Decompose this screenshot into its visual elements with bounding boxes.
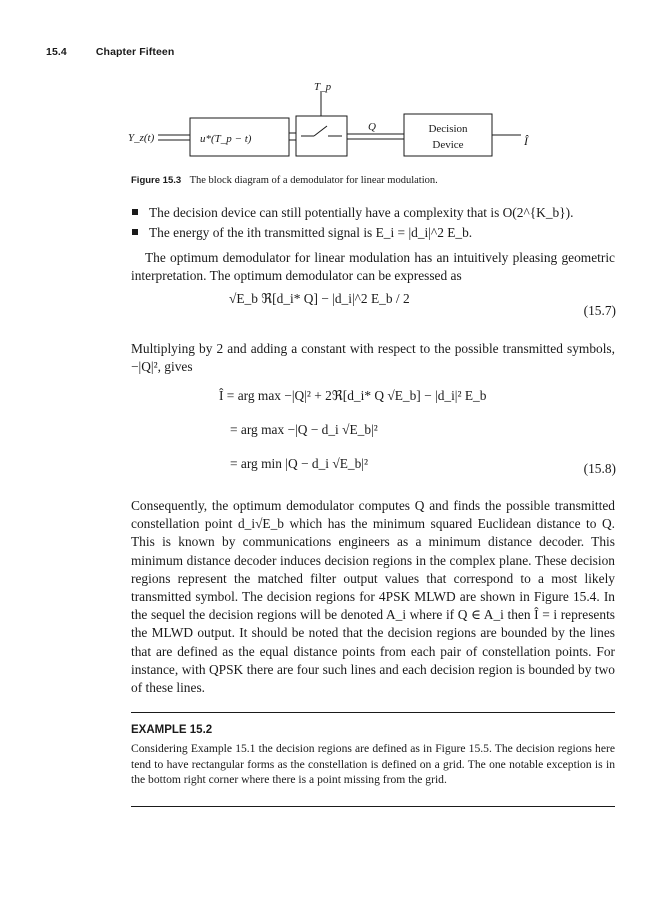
bullet-list [131,203,616,243]
equation-15-8-line-3: = arg min |Q − d_i √E_b|² [230,456,368,471]
bullet-text: The decision device can still potentially have a complexity that is O(2^{K_b}). [149,205,574,220]
filter-label: u*(T_p − t) [200,133,252,145]
bullet-item [131,223,616,243]
switch-arm [314,126,327,136]
section-number: 15.4 [46,46,67,58]
figure-label: Figure 15.3 [131,175,182,186]
equation-15-8-line-2: = arg max −|Q − d_i √E_b|² [230,422,378,437]
bullet-item [131,203,616,223]
example-bottom-rule [131,806,615,807]
decision-label-1: Decision [428,123,468,135]
q-label: Q [368,121,376,133]
figure-caption-text: The block diagram of a demodulator for linear modulation. [189,175,438,186]
figure-caption [131,175,438,186]
equation-number-15-8: (15.8) [583,461,616,476]
bullet-square-icon [132,209,138,215]
equation-15-7: √E_b ℜ[d_i* Q] − |d_i|^2 E_b / 2 [229,291,410,306]
example-body: Considering Example 15.1 the decision regions are defined as in Figure 15.5. The decision regions here tend to have rectangular forms as the constellation is defined on a grid. The one notable exception is in the bottom right corner where there is a point missing from the grid. [131,742,615,786]
paragraph-2: Multiplying by 2 and adding a constant with respect to the possible transmitted symbols, −|Q|², gives [131,341,615,375]
input-label: Y_z(t) [128,132,155,144]
example-title: EXAMPLE 15.2 [131,724,213,736]
example-top-rule [131,712,615,713]
decision-label-2: Device [432,139,464,151]
block-diagram [128,78,548,174]
equation-15-8-line-1: Î = arg max −|Q|² + 2ℜ[d_i* Q √E_b] − |d_i|² E_b [219,388,487,403]
bullet-text: The energy of the ith transmitted signal is E_i = |d_i|^2 E_b. [149,225,473,240]
paragraph-1: The optimum demodulator for linear modulation has an intuitively pleasing geometric interpretation. The optimum demodulator can be expressed as [131,250,615,284]
running-header [46,46,174,58]
output-label: Î [524,134,528,148]
chapter-title: Chapter Fifteen [95,46,175,58]
sampler-label: T_p [314,81,332,93]
paragraph-3: Consequently, the optimum demodulator computes Q and finds the possible transmitted constellation point d_i√E_b which has the minimum squared Euclidean distance to Q. This is known by communications engineers as a minimum distance decoder. This minimum distance decoder induces decision regions in the complex plane. These decision regions represent the matched filter output values that correspond to a most likely transmitted symbol. The decision regions for 4PSK MLWD are shown in Figure 15.4. In the sequel the decision regions will be denoted A_i where if Q ∈ A_i then Î = i represents the MLWD output. It should be noted that the decision regions are bounded by the lines that are defined as the equal distance points from each pair of constellation points. For instance, with QPSK there are four such lines and each decision region is bounded by two of these lines. [131,498,615,696]
equation-number-15-7: (15.7) [583,303,616,318]
bullet-square-icon [132,229,138,235]
